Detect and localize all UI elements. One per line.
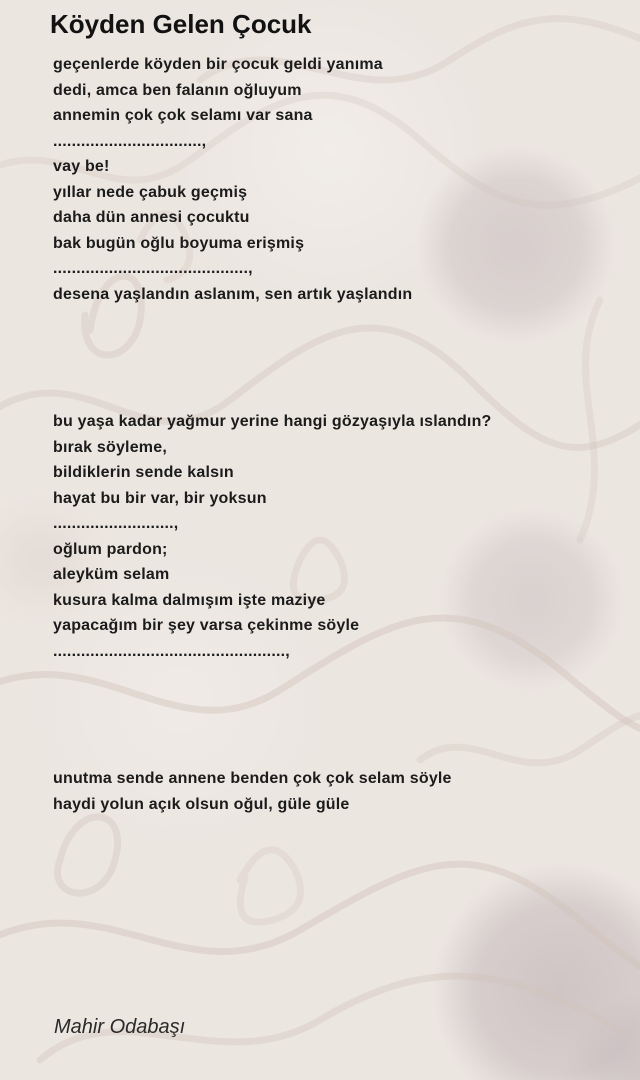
poem-line: geçenlerde köyden bir çocuk geldi yanıma (53, 56, 383, 73)
dotted-separator: .........................., (53, 515, 179, 532)
poem-line: daha dün annesi çocuktu (53, 209, 250, 226)
poem-line: haydi yolun açık olsun oğul, güle güle (53, 795, 350, 813)
poem-gap (53, 384, 620, 410)
poem-line: vay be! (53, 158, 110, 175)
poem-line: kusura kalma dalmışım işte maziye (53, 591, 326, 609)
poem-line: dedi, amca ben falanın oğluyum (53, 81, 302, 99)
poem-line: aleyküm selam (53, 566, 170, 583)
poem-line: bu yaşa kadar yağmur yerine hangi gözyaşıyla ıslandın? (53, 413, 492, 430)
dotted-separator: .................................................., (53, 642, 290, 660)
poem-line: yapacağım bir şey varsa çekinme söyle (53, 617, 360, 634)
poem-line: hayat bu bir var, bir yoksun (53, 489, 267, 507)
poem-gap (53, 307, 620, 333)
poem-gap (53, 690, 620, 716)
dotted-separator: .........................................., (53, 260, 253, 277)
poem-line: bırak söyleme, (53, 438, 167, 456)
poem-line: yıllar nede çabuk geçmiş (53, 183, 248, 201)
poem-gap (53, 358, 620, 384)
poem-line: oğlum pardon; (53, 540, 168, 558)
dotted-separator: ................................, (53, 132, 207, 150)
poem-line: unutma sende annene benden çok çok selam söyle (53, 770, 452, 787)
poem-line: bak bugün oğlu boyuma erişmiş (53, 234, 305, 252)
poem-gap (53, 715, 620, 741)
poem-body (53, 52, 620, 817)
poem-line: bildiklerin sende kalsın (53, 464, 234, 481)
poem-gap (53, 741, 620, 767)
poem-line: desena yaşlandın aslanım, sen artık yaşlandın (53, 285, 413, 303)
poem-gap (53, 333, 620, 359)
poem-title: Köyden Gelen Çocuk (50, 9, 312, 39)
poem-gap (53, 664, 620, 690)
author-signature: Mahir Odabaşı (54, 1016, 186, 1038)
poem-line: annemin çok çok selamı var sana (53, 107, 313, 124)
